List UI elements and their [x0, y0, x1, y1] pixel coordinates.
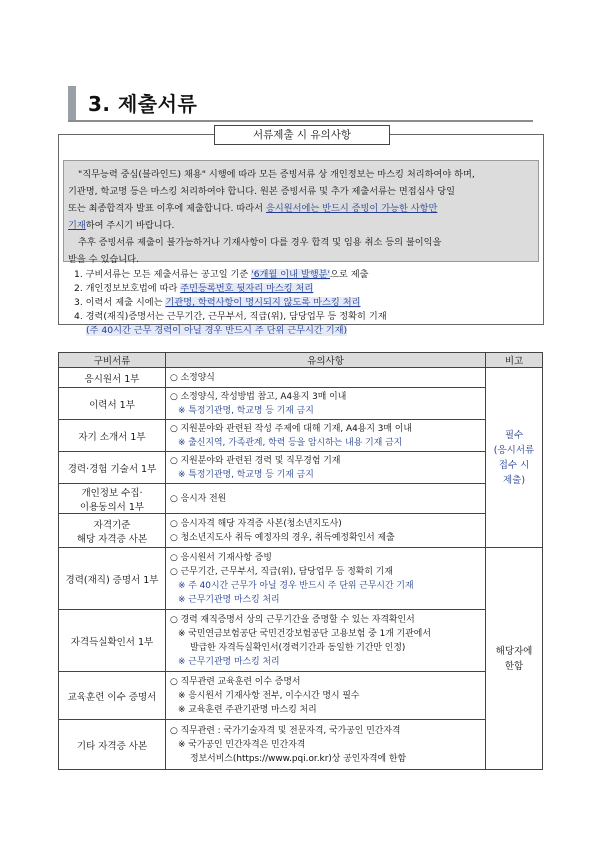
- row-line: ○ 응시원서 기재사항 증빙: [170, 552, 272, 563]
- section-heading: [68, 86, 533, 122]
- header-documents: 구비서류: [59, 353, 166, 368]
- row-line: ○ 지원분야와 관련된 경력 및 직무경험 기재: [170, 455, 341, 466]
- notice-title: 서류제출 시 유의사항: [214, 125, 390, 145]
- doc-name: 자격득실확인서 1부: [59, 610, 166, 672]
- table-row: [59, 484, 543, 514]
- doc-name: 개인정보 수집· 이용동의서 1부: [59, 484, 166, 514]
- doc-name: 교육훈련 이수 증명서: [59, 672, 166, 720]
- row-line: ※ 특정기관명, 학교명 등 기재 금지: [178, 405, 314, 416]
- notice-item-4: 4. 경력(재직)증명서는 근무기간, 근무부서, 직급(위), 담당업무 등 정확히 기재: [74, 311, 387, 322]
- row-line: ※ 출신지역, 가족관계, 학력 등을 암시하는 내용 기재 금지: [178, 437, 403, 448]
- row-line: ○ 경력 재직증명서 상의 근무기간을 증명할 수 있는 자격확인서: [170, 614, 415, 625]
- notice-item-4-sub: (주 40시간 근무 경력이 아닐 경우 반드시 주 단위 근무시간 기재): [86, 325, 348, 336]
- table-row: [59, 720, 543, 770]
- row-line: ○ 응시자 전원: [170, 493, 227, 504]
- header-notes: 유의사항: [166, 353, 486, 368]
- row-line: ※ 주 40시간 근무가 아닐 경우 반드시 주 단위 근무시간 기재: [178, 580, 414, 591]
- required-documents-table: [58, 352, 543, 770]
- table-row: [59, 368, 543, 388]
- remark-if-applicable: 해당자에 한함: [486, 548, 543, 770]
- row-line: ※ 국민연금보험공단 국민건강보험공단 고용보험 중 1개 기관에서: [178, 628, 431, 639]
- notice-item-2: 2. 개인정보보호법에 따라 주민등록번호 뒷자리 마스킹 처리: [74, 283, 314, 294]
- notice-paragraph-line: 기관명, 학교명 등은 마스킹 처리하여야 합니다. 원본 증빙서류 및 추가 제출서류는 면접심사 당일: [68, 186, 456, 197]
- doc-name: 자격기준 해당 자격증 사본: [59, 514, 166, 548]
- doc-name: 이력서 1부: [59, 388, 166, 420]
- doc-name: 응시원서 1부: [59, 368, 166, 388]
- row-line: ※ 교육훈련 주관기관명 마스킹 처리: [178, 704, 317, 715]
- row-line: ○ 직무관련 교육훈련 이수 증명서: [170, 676, 301, 687]
- heading-accent-bar: [68, 86, 76, 120]
- doc-name: 기타 자격증 사본: [59, 720, 166, 770]
- table-row: [59, 548, 543, 610]
- notice-paragraph-line: "직무능력 중심(블라인드) 채용" 시행에 따라 모든 증빙서류 상 개인정보는 마스킹 처리하여야 하며,: [78, 169, 475, 180]
- notice-emphasis: 기재: [68, 220, 86, 231]
- header-remarks: 비고: [486, 353, 543, 368]
- row-line: ※ 근무기관명 마스킹 처리: [178, 594, 280, 605]
- notice-paragraph-line: 기재하여 주시기 바랍니다.: [68, 220, 175, 231]
- notice-item-3: 3. 이력서 제출 시에는 기관명, 학력사항이 명시되지 않도록 마스킹 처리: [74, 297, 361, 308]
- row-line: ○ 직무관련 : 국가기술자격 및 전문자격, 국가공인 민간자격: [170, 725, 401, 736]
- table-row: [59, 420, 543, 452]
- row-line: ○ 소정양식: [170, 372, 215, 383]
- row-line: ○ 소정양식, 작성방법 참고, A4용지 3매 이내: [170, 391, 347, 402]
- remark-required: 필수 (응시서류 접수 시 제출): [486, 368, 543, 548]
- row-line: ※ 특정기관명, 학교명 등 기재 금지: [178, 469, 314, 480]
- row-line: ○ 청소년지도사 취득 예정자의 경우, 취득예정확인서 제출: [170, 532, 395, 543]
- table-row: [59, 610, 543, 672]
- row-line: ※ 국가공인 민간자격은 민간자격: [178, 739, 306, 750]
- doc-name: 경력(재직) 증명서 1부: [59, 548, 166, 610]
- section-title: 3. 제출서류: [88, 92, 198, 116]
- notice-paragraph-line: 또는 최종합격자 발표 이후에 제출합니다. 따라서 응시원서에는 반드시 증빙이 가능한 사항만: [68, 203, 438, 214]
- doc-name: 경력·경험 기술서 1부: [59, 452, 166, 484]
- row-line: 정보서비스(https://www.pqi.or.kr)상 공인자격에 한함: [190, 753, 407, 764]
- table-row: [59, 672, 543, 720]
- notice-paragraph-line: 받을 수 있습니다.: [68, 254, 139, 265]
- table-row: [59, 452, 543, 484]
- table-header-row: [59, 353, 543, 368]
- notice-emphasis: 응시원서에는 반드시 증빙이 가능한 사항만: [265, 203, 438, 214]
- notice-paragraph-line: 추후 증빙서류 제출이 불가능하거나 기재사항이 다를 경우 합격 및 임용 취소 등의 불이익을: [78, 237, 442, 248]
- row-line: ※ 근무기관명 마스킹 처리: [178, 656, 280, 667]
- notice-item-1: 1. 구비서류는 모든 제출서류는 공고일 기준 '6개월 이내 발행분'으로 제출: [74, 269, 369, 280]
- table-row: [59, 514, 543, 548]
- row-line: ○ 지원분야와 관련된 작성 주제에 대해 기재, A4용지 3매 이내: [170, 423, 412, 434]
- table-row: [59, 388, 543, 420]
- row-line: 발급한 자격득실확인서(경력기간과 동일한 기간만 인정): [190, 642, 406, 653]
- row-line: ※ 응시원서 기재사항 전부, 이수시간 명시 필수: [178, 690, 360, 701]
- doc-name: 자기 소개서 1부: [59, 420, 166, 452]
- row-line: ○ 응시자격 해당 자격증 사본(청소년지도사): [170, 518, 342, 529]
- row-line: ○ 근무기간, 근무부서, 직급(위), 담당업무 등 정확히 기재: [170, 566, 393, 577]
